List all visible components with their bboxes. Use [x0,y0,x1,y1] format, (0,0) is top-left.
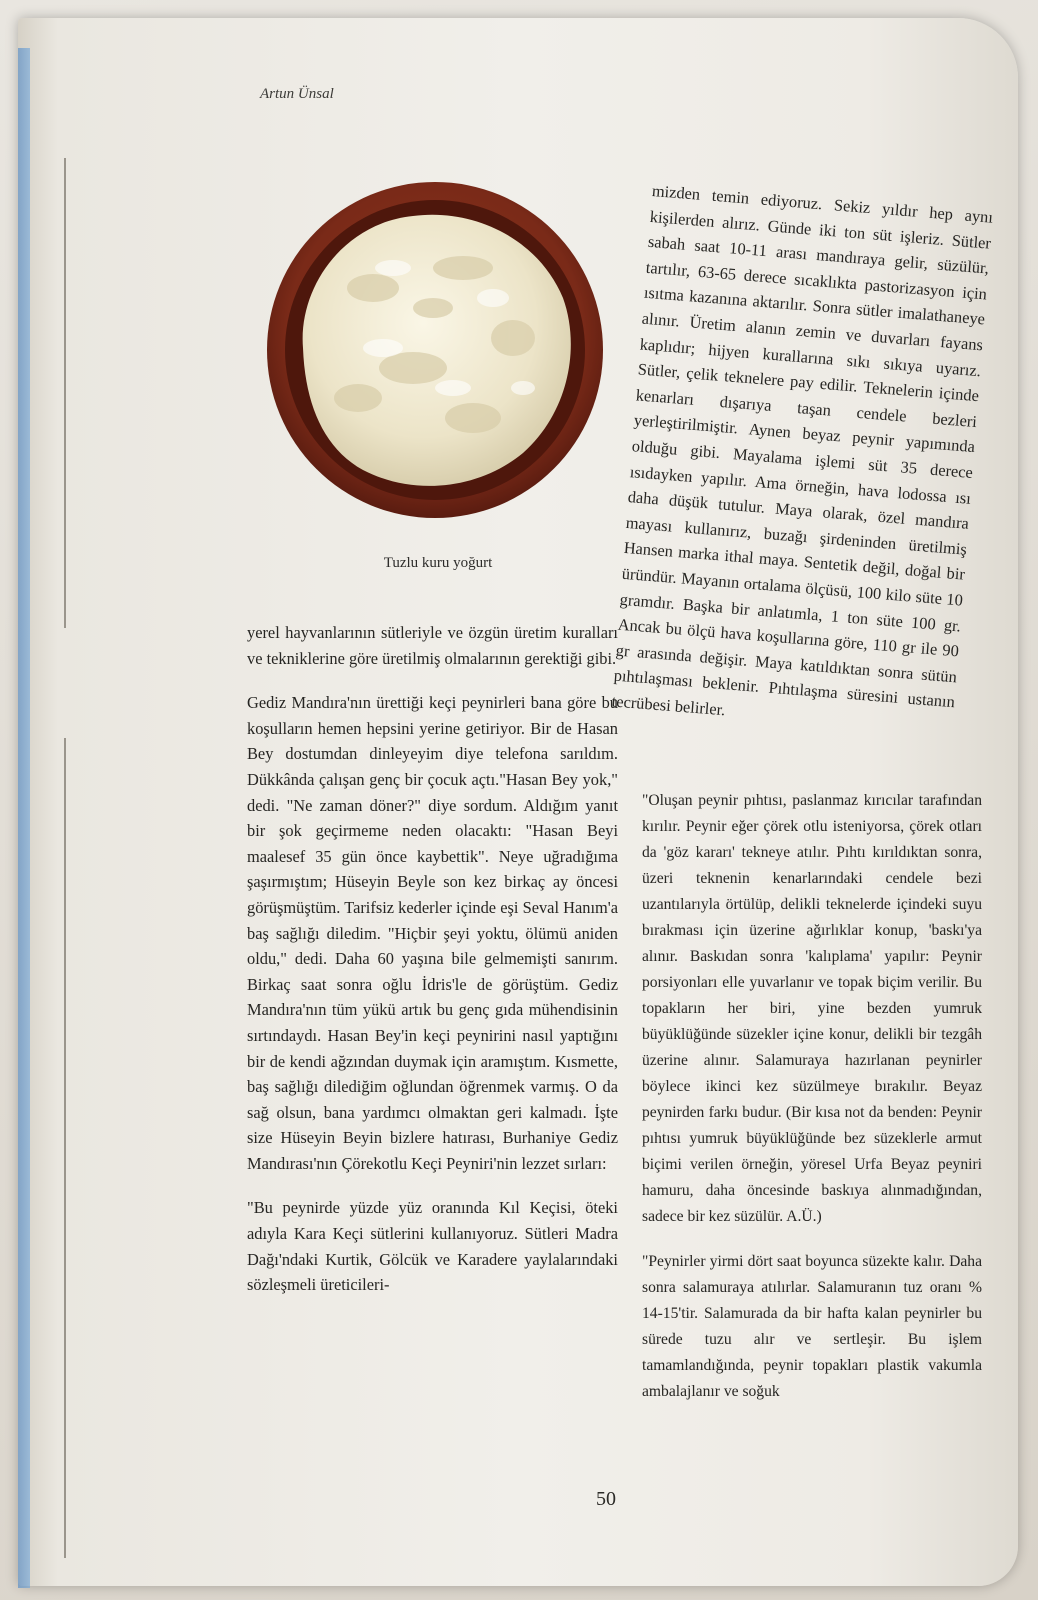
yogurt-mound [303,215,571,486]
right-text-column-top [609,178,994,760]
paragraph: mizden temin ediyoruz. Sekiz yıldır hep aynı kişilerden alırız. Günde iki ton süt işleriz. Sütler sabah saat 10-11 arası mandıraya gelir, süzülür, tartılır, 63-65 derece sıcaklıkta pastorizasyon için ısıtma kazanına aktarılır. Sonra sütler imalathaneye alınır. Üretim alanın zemin ve duvarları fayans kaplıdır; hijyen kurallarına sıkı sıkıya uyarız. Sütler, çelik teknelere pay edilir. Teknelerin içinde kenarları dışarıya taşan cendele bezleri yerleştirilmiştir. Aynen beyaz peynir yapımında olduğu gibi. Mayalama işlemi süt 35 derece ısıdayken yapılır. Ama örneğin, hava lodossa ısı daha düşük tutulur. Maya olarak, özel mandıra mayası kullanırız, buzağı şirdeninden üretilmiş Hansen marka ithal maya. Sentetik değil, doğal bir üründür. Mayanın ortalama ölçüsü, 100 kilo süte 10 gramdır. Başka bir anlatımla, 1 ton süte 100 gr. Ancak bu ölçü hava koşullarına göre, 110 gr ile 90 gr arasında değişir. Maya katıldıktan sonra sütün pıhtılaşması beklenir. Pıhtılaşma süresini ustanın tecrübesi belirler. [611,180,994,720]
paragraph: Gediz Mandıra'nın ürettiği keçi peynirleri bana göre bu koşulların hemen hepsini yerine getiriyor. Bir de Hasan Bey dostumdan dinleyeyim diye telefona sarıldım. Dükkânda çalışan genç bir çocuk açtı."Hasan Bey yok," dedi. "Ne zaman döner?" diye sordum. Aldığım yanıt bir şok geçirmeme neden olacaktı: "Hasan Beyi maalesef 35 gün önce kaybettik". Neye uğradığıma şaşırmıştım; Hüseyin Beyle son kez birkaç ay öncesi görüşmüştüm. Tarifsiz kederler içinde eşi Seval Hanım'a baş sağlığı diledim. "Hiçbir şeyi yoktu, ölümü aniden oldu," dedi. Daha 60 yaşına bile gelmemişti sanırım. Birkaç saat sonra oğlu İdris'le de görüştüm. Gediz Mandıra'nın tüm yükü artık bu genç gıda mühendisinin sırtındaydı. Hasan Bey'in keçi peynirini nasıl yaptığını bir de kendi ağzından duymak için aramıştım. Kısmette, baş sağlığı dilediğim oğlundan öğrenmek varmış. O da sağ olsun, bana yardımcı olmaktan geri kalmadı. İşte size Hüseyin Beyin bizlere hatırası, Burhaniye Gediz Mandırası'nın Çörekotlu Keçi Peyniri'nin lezzet sırları: [247,693,618,1173]
page-number: 50 [596,1488,616,1510]
paragraph: "Bu peynirde yüzde yüz oranında Kıl Keçisi, öteki adıyla Kara Keçi sütlerini kullanıyoruz. Sütleri Madra Dağı'ndaki Kurtik, Gölcük ve Karadere yaylalarındaki sözleşmeli üreticileri- [247,1198,618,1295]
bowl-illustration [263,178,613,528]
paragraph: yerel hayvanlarının sütleriyle ve özgün üretim kuralları ve tekniklerine göre üretilmiş olmalarının gerektiği gibi. [247,623,618,668]
figure-caption: Tuzlu kuru yoğurt [383,555,493,571]
book-page [18,18,1018,1586]
spine-line [64,738,66,1558]
running-header-author: Artun Ünsal [260,86,334,102]
left-text-column [247,620,618,1317]
page-binding-edge [18,48,30,1588]
paragraph: "Oluşan peynir pıhtısı, paslanmaz kırıcılar tarafından kırılır. Peynir eğer çörek otlu isteniyorsa, çörek otları da 'göz kararı' tekneye atılır. Pıhtı kırıldıktan sonra, üzeri teknenin kenarlarındaki cendele bezi uzantılarıyla örtülüp, delikli teknelerde içindeki suyu bırakması için üzerine ağırlıklar konup, 'baskı'ya alınır. Baskıdan sonra 'kalıplama' yapılır: Peynir porsiyonları elle yuvarlanır ve topak biçim verilir. Bu topakların her biri, yine bezden yumruk büyüklüğünde süzekler içine konur, delikli bir tezgâh üzerine alınır. Salamuraya hazırlanan peynirler böylece ikinci kez süzülmeye bırakılır. Beyaz peynirden farkı budur. (Bir kısa not da benden: Peynir pıhtısı yumruk büyüklüğünde bez süzeklerle armut biçimi verilen örneğin, yöresel Urfa Beyaz peyniri hamuru, daha öncesinde baskıya alınmadığından, sadece bir kez süzülür. A.Ü.) [642,792,982,1225]
yogurt-bowl-photo [263,178,613,528]
spine-line [64,158,66,628]
right-text-column-bottom [642,788,982,1424]
paragraph: "Peynirler yirmi dört saat boyunca süzekte kalır. Daha sonra salamuraya atılırlar. Salamuranın tuz oranı % 14-15'tir. Salamurada da bir hafta kalan peynirler bu sürede tuzu alır ve sertleşir. Bu işlem tamamlandığında, peynir topakları plastik vakumla ambalajlanır ve soğuk [642,1253,982,1400]
